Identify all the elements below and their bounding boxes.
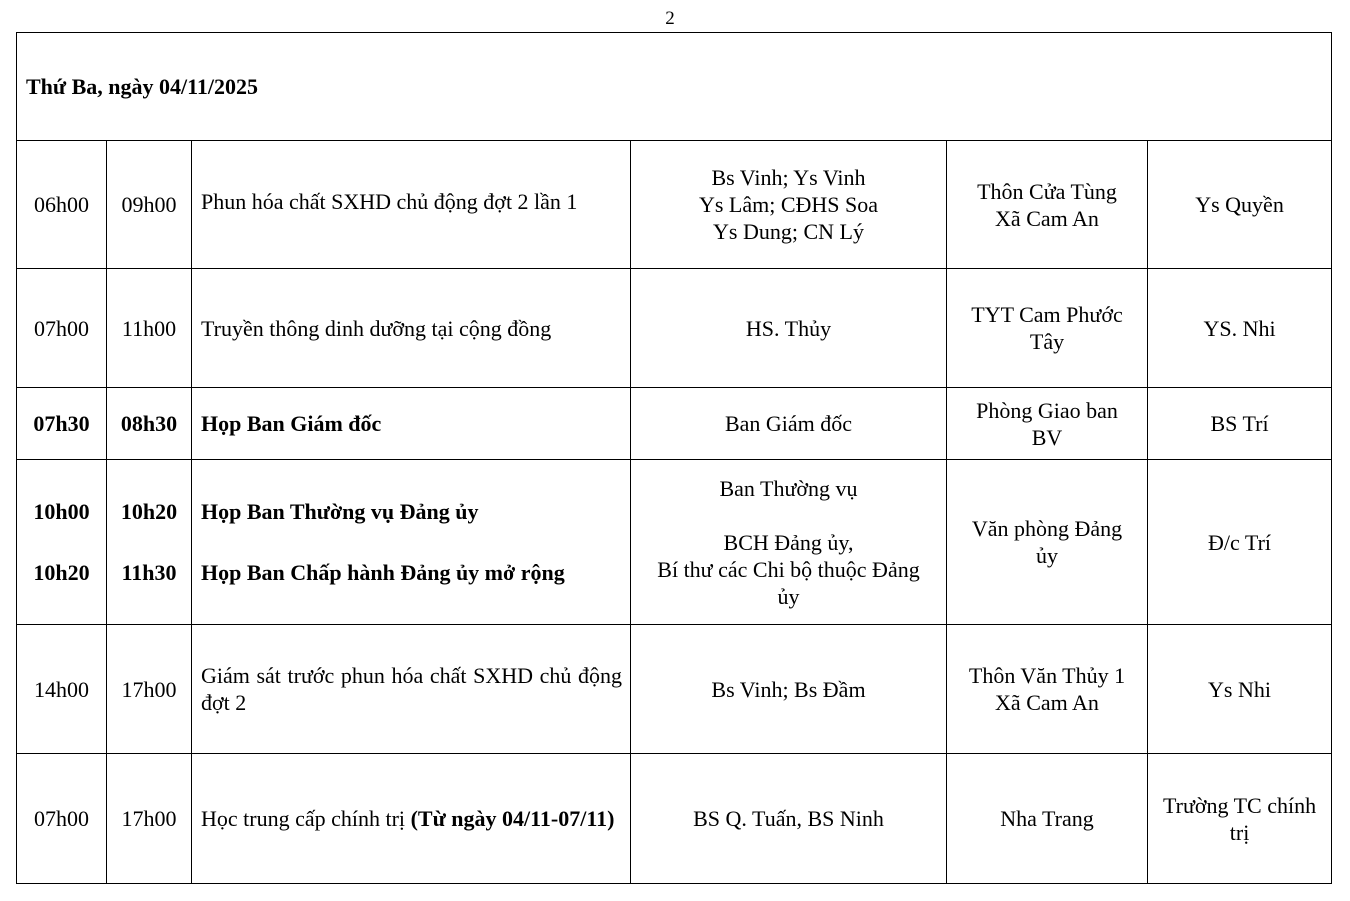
participant-line: Bs Vinh; Bs Đầm (711, 676, 866, 702)
end-time: 17h00 (107, 754, 192, 884)
participants (631, 269, 947, 388)
start-time-1: 10h00 (33, 499, 90, 524)
participant-line: HS. Thủy (745, 315, 832, 341)
spacer (637, 502, 940, 529)
end-time-1: 10h20 (120, 499, 178, 524)
start-time: 14h00 (17, 625, 107, 754)
start-time: 07h30 (17, 388, 107, 460)
table-row (17, 460, 1332, 625)
participant-line: Bí thư các Chi bộ thuộc Đảng (657, 556, 920, 582)
activity (192, 460, 631, 625)
participant-line: BS Q. Tuấn, BS Ninh (693, 806, 884, 831)
location-line: Tây (1029, 329, 1065, 354)
participant-line: BCH Đảng ủy, (723, 529, 854, 555)
end-time: 17h00 (107, 625, 192, 754)
table-row (17, 141, 1332, 269)
start-time (17, 460, 107, 625)
start-time-2: 10h20 (33, 560, 90, 585)
responsible: Ys Nhi (1148, 625, 1332, 754)
table-row (17, 754, 1332, 884)
location-line: Nha Trang (1000, 806, 1094, 831)
participants (631, 141, 947, 269)
location (947, 141, 1148, 269)
day-heading: Thứ Ba, ngày 04/11/2025 (17, 33, 1332, 141)
start-time: 07h00 (17, 754, 107, 884)
responsible: BS Trí (1148, 388, 1332, 460)
activity-text: Phun hóa chất SXHD chủ động đợt 2 lần 1 (201, 189, 578, 214)
activity-text-2: Họp Ban Chấp hành Đảng ủy mở rộng (201, 560, 565, 585)
day-heading-row (17, 33, 1332, 141)
participant-line: Ys Lâm; CĐHS Soa (698, 192, 879, 217)
responsible: YS. Nhi (1148, 269, 1332, 388)
spacer (201, 525, 622, 559)
location-line: Văn phòng Đảng (971, 516, 1123, 541)
location-line: ủy (1036, 543, 1058, 568)
activity-text: Học trung cấp chính trị (201, 806, 406, 831)
location (947, 754, 1148, 884)
activity-text: Họp Ban Thường vụ Đảng ủy (201, 499, 479, 524)
location-line: Thôn Cửa Tùng (977, 178, 1117, 204)
end-time: 09h00 (107, 141, 192, 269)
end-time: 11h00 (107, 269, 192, 388)
activity: Truyền thông dinh dưỡng tại cộng đồng (192, 269, 631, 388)
participant-line: Ban Thường vụ (719, 475, 858, 501)
location (947, 269, 1148, 388)
location-line: TYT Cam Phước (971, 302, 1123, 327)
activity-date-range: (Từ ngày 04/11-07/11) (410, 806, 615, 831)
location (947, 388, 1148, 460)
end-time (107, 460, 192, 625)
table-row (17, 388, 1332, 460)
location-line: BV (1031, 424, 1063, 450)
location (947, 625, 1148, 754)
end-time: 08h30 (107, 388, 192, 460)
activity: Họp Ban Giám đốc (192, 388, 631, 460)
activity (192, 754, 631, 884)
responsible: Trường TC chính trị (1148, 754, 1332, 884)
participant-line: Ban Giám đốc (724, 411, 853, 436)
location-line: Xã Cam An (995, 205, 1099, 231)
activity (192, 141, 631, 269)
start-time: 07h00 (17, 269, 107, 388)
participant-line: ủy (777, 583, 800, 609)
table-row (17, 269, 1332, 388)
location-line: Thôn Văn Thủy 1 (968, 663, 1126, 688)
participants (631, 625, 947, 754)
participants (631, 460, 947, 625)
location-line: Phòng Giao ban (976, 397, 1118, 423)
location (947, 460, 1148, 625)
participants (631, 754, 947, 884)
page-number: 2 (665, 8, 675, 29)
responsible: Ys Quyền (1148, 141, 1332, 269)
spacer (109, 525, 189, 559)
table-row (17, 625, 1332, 754)
spacer (19, 525, 104, 559)
location-line: Xã Cam An (995, 690, 1099, 715)
end-time-2: 11h30 (121, 560, 177, 585)
participant-line: Bs Vinh; Ys Vinh (711, 165, 866, 190)
activity: Giám sát trước phun hóa chất SXHD chủ động đợt 2 (192, 625, 631, 754)
participants (631, 388, 947, 460)
schedule-table (16, 32, 1332, 884)
participant-line: Ys Dung; CN Lý (713, 219, 864, 244)
responsible: Đ/c Trí (1148, 460, 1332, 625)
start-time: 06h00 (17, 141, 107, 269)
